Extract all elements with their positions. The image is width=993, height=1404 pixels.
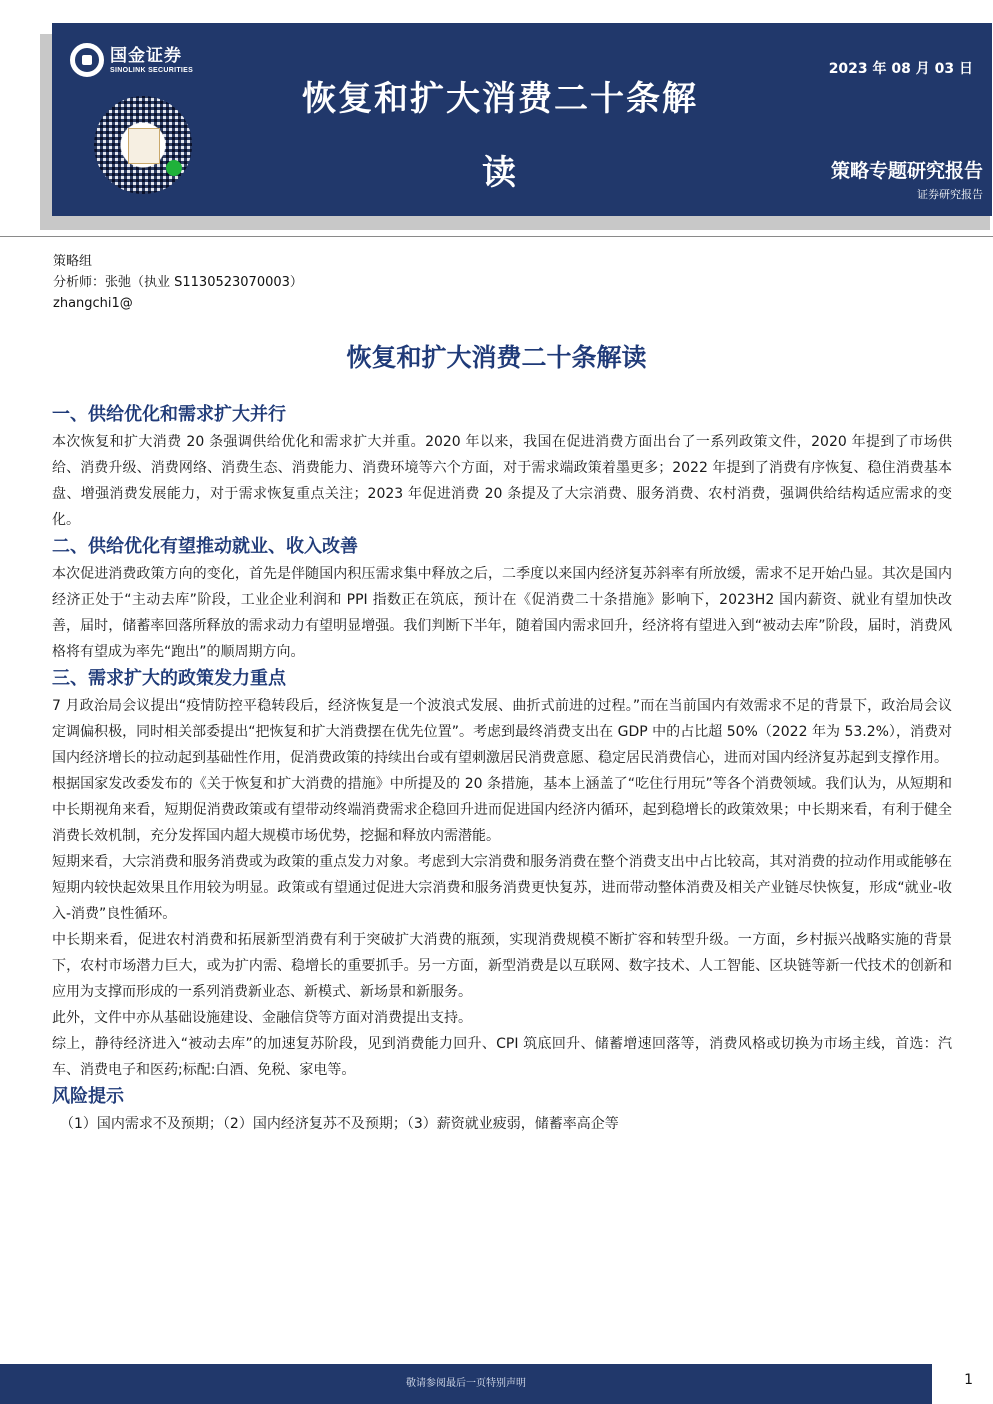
document-title: 恢复和扩大消费二十条解读 [346, 343, 647, 372]
author-info [53, 251, 303, 314]
section-paragraph: 本次促进消费政策方向的变化，首先是伴随国内积压需求集中释放之后，二季度以来国内经济复苏斜率有所放缓，需求不足开始凸显。其次是国内经济正处于“主动去库”阶段，工业企业利润和 PPI 指数正在筑底，预计在《促消费二十条措施》影响下，2023H2 国内薪资、就业有望加快改善，届时，储蓄率回落所释放的需求动力有望明显增强。我们判断下半年，随着国内需求回升，经济将有望进入到“被动去库”阶段，届时，消费风格将有望成为率先“跑出”的顺周期方向。 [52, 566, 952, 660]
risk-text: （1）国内需求不及预期；（2）国内经济复苏不及预期；（3）薪资就业疲弱，储蓄率高企等 [60, 1116, 619, 1132]
logo-name-en: SINOLINK SECURITIES [110, 66, 194, 74]
banner-title: 恢复和扩大消费二十条解读 [302, 79, 698, 193]
section-heading: 一、供给优化和需求扩大并行 [52, 404, 286, 425]
qr-center-logo-icon [128, 128, 160, 164]
team-name: 策略组 [53, 254, 93, 269]
section-heading: 二、供给优化有望推动就业、收入改善 [52, 536, 358, 557]
footer-disclaimer: 敬请参阅最后一页特别声明 [0, 1364, 932, 1404]
section-heading: 三、需求扩大的政策发力重点 [52, 668, 286, 689]
section-paragraph: 综上，静待经济进入“被动去库”的加速复苏阶段，见到消费能力回升、CPI 筑底回升、储蓄增速回落等，消费风格或切换为市场主线，首选：汽车、消费电子和医药;标配:白酒、免税、家电等。 [52, 1036, 952, 1078]
section-paragraph: 根据国家发改委发布的《关于恢复和扩大消费的措施》中所提及的 20 条措施，基本上涵盖了“吃住行用玩”等各个消费领域。我们认为，从短期和中长期视角来看，短期促消费政策或有望带动终端消费需求企稳回升进而促进国内经济内循环，起到稳增长的政策效果；中长期来看，有利于健全消费长效机制，充分发挥国内超大规模市场优势，挖掘和释放内需潜能。 [52, 776, 952, 844]
company-logo [70, 40, 220, 80]
logo-name-cn: 国金证券 [110, 45, 182, 66]
risk-heading: 风险提示 [52, 1086, 124, 1107]
header-divider [0, 236, 993, 237]
mini-program-icon [166, 160, 182, 176]
section-paragraph: 7 月政治局会议提出“疫情防控平稳转段后，经济恢复是一个波浪式发展、曲折式前进的过程。”而在当前国内有效需求不足的背景下，政治局会议定调偏积极，同时相关部委提出“把恢复和扩大消费摆在优先位置”。考虑到最终消费支出在 GDP 中的占比超 50%（2022 年为 53.2%），消费对国内经济增长的拉动起到基础性作用，促消费政策的持续出台或有望刺激居民消费意愿、稳定居民消费信心，进而对国内经济复苏起到支撑作用。 [52, 698, 952, 766]
logo-text [110, 46, 193, 75]
section-paragraph: 中长期来看，促进农村消费和拓展新型消费有利于突破扩大消费的瓶颈，实现消费规模不断扩容和转型升级。一方面，乡村振兴战略实施的背景下，农村市场潜力巨大，或为扩内需、稳增长的重要抓手。另一方面，新型消费是以互联网、数字技术、人工智能、区块链等新一代技术的创新和应用为支撑而形成的一系列消费新业态、新模式、新场景和新服务。 [52, 932, 952, 1000]
section-paragraph: 此外，文件中亦从基础设施建设、金融信贷等方面对消费提出支持。 [52, 1010, 472, 1026]
section-paragraph: 本次恢复和扩大消费 20 条强调供给优化和需求扩大并重。2020 年以来，我国在促进消费方面出台了一系列政策文件，2020 年提到了市场供给、消费升级、消费网络、消费生态、消费能力、消费环境等六个方面，对于需求端政策着墨更多；2022 年提到了消费有序恢复、稳住消费基本盘、增强消费发展能力，对于需求恢复重点关注；2023 年促进消费 20 条提及了大宗消费、服务消费、农村消费，强调供给结构适应需求的变化。 [52, 434, 952, 528]
main-content [52, 401, 952, 1137]
report-subtype: 证券研究报告 [917, 188, 983, 201]
logo-mark-icon [70, 43, 104, 77]
report-date: 2023 年 08 月 03 日 [828, 61, 973, 77]
report-type: 策略专题研究报告 [830, 160, 983, 182]
page-number: 1 [964, 1372, 973, 1388]
analyst-line: 分析师：张弛（执业 S1130523070003） [53, 275, 303, 290]
analyst-email: zhangchi1@ [53, 296, 133, 311]
section-paragraph: 短期来看，大宗消费和服务消费或为政策的重点发力对象。考虑到大宗消费和服务消费在整个消费支出中占比较高，其对消费的拉动作用或能够在短期内较快起效果且作用较为明显。政策或有望通过促进大宗消费和服务消费更快复苏，进而带动整体消费及相关产业链尽快恢复，形成“就业-收入-消费”良性循环。 [52, 854, 952, 922]
